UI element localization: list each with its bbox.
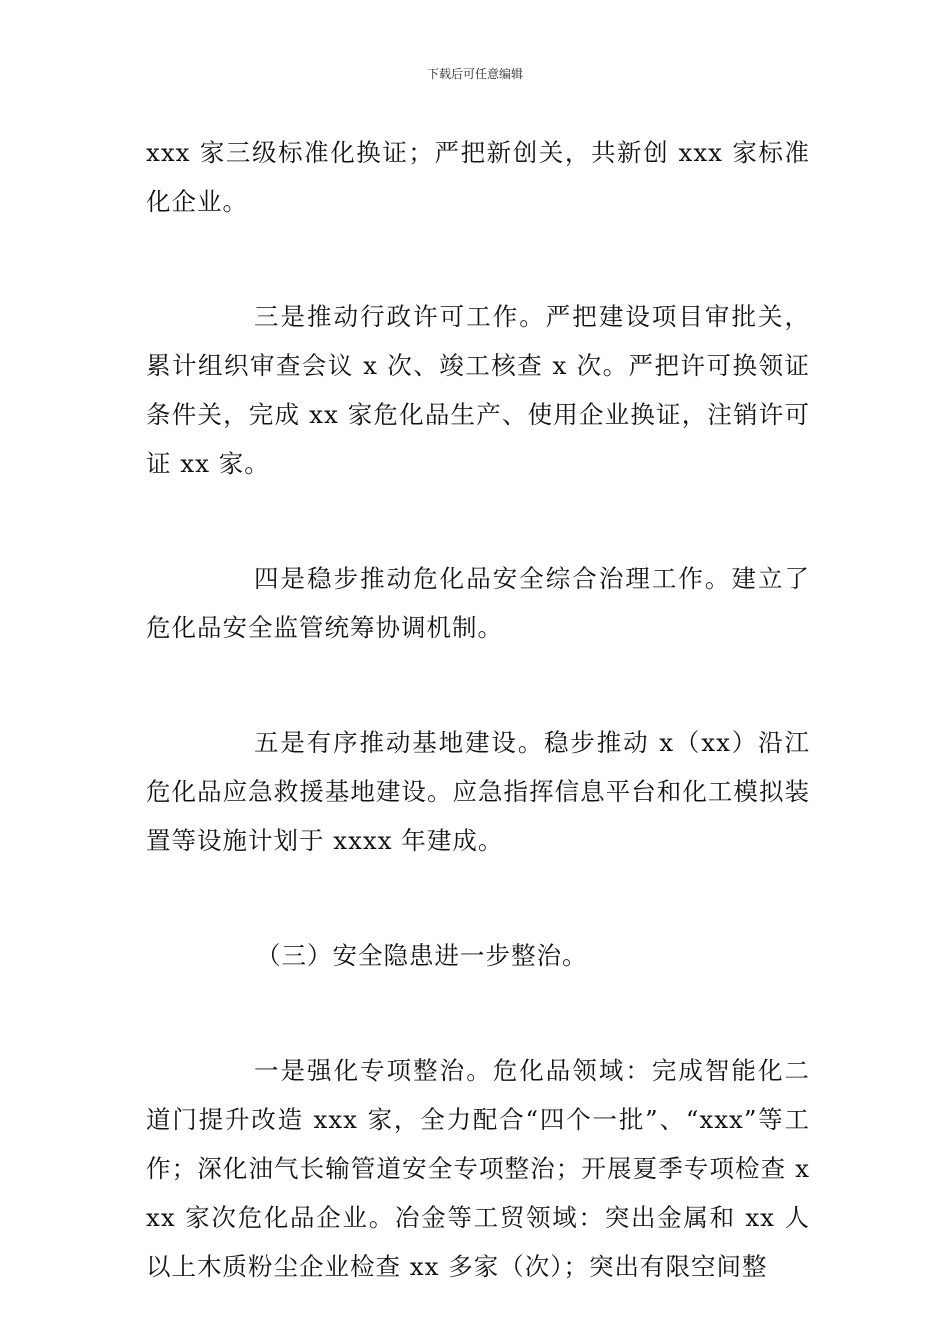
- paragraph-spacer: [146, 226, 810, 292]
- paragraph-special-rectification: 一是强化专项整治。危化品领域：完成智能化二道门提升改造 xxx 家，全力配合“四个一批”、“xxx”等工作；深化油气长输管道安全专项整治；开展夏季专项检查 xxx 家次危化品企业。冶金等工贸领域：突出金属和 xx 人以上木质粉尘企业检查 xx 多家（次）；突出有限空间整: [146, 1056, 810, 1281]
- paragraph-spacer: [146, 980, 810, 1046]
- paragraph-spacer: [146, 652, 810, 718]
- document-body: [146, 128, 810, 1291]
- paragraph-base-construction: 五是有序推动基地建设。稳步推动 x（xx）沿江危化品应急救援基地建设。应急指挥信息平台和化工模拟装置等设施计划于 xxxx 年建成。: [146, 728, 810, 855]
- paragraph-comprehensive-governance: 四是稳步推动危化品安全综合治理工作。建立了危化品安全监管统筹协调机制。: [146, 564, 810, 642]
- paragraph-spacer: [146, 865, 810, 931]
- page-header: 下载后可任意编辑: [426, 67, 523, 81]
- paragraph-administrative-permits: 三是推动行政许可工作。严把建设项目审批关，累计组织审查会议 x 次、竣工核查 x 次。严把许可换领证条件关，完成 xx 家危化品生产、使用企业换证，注销许可证 xx 家。: [146, 302, 810, 478]
- paragraph-spacer: [146, 488, 810, 554]
- paragraph-standardization: xxx 家三级标准化换证；严把新创关，共新创 xxx 家标准化企业。: [146, 138, 810, 216]
- section-heading-hazard-rectification: （三）安全隐患进一步整治。: [256, 941, 588, 970]
